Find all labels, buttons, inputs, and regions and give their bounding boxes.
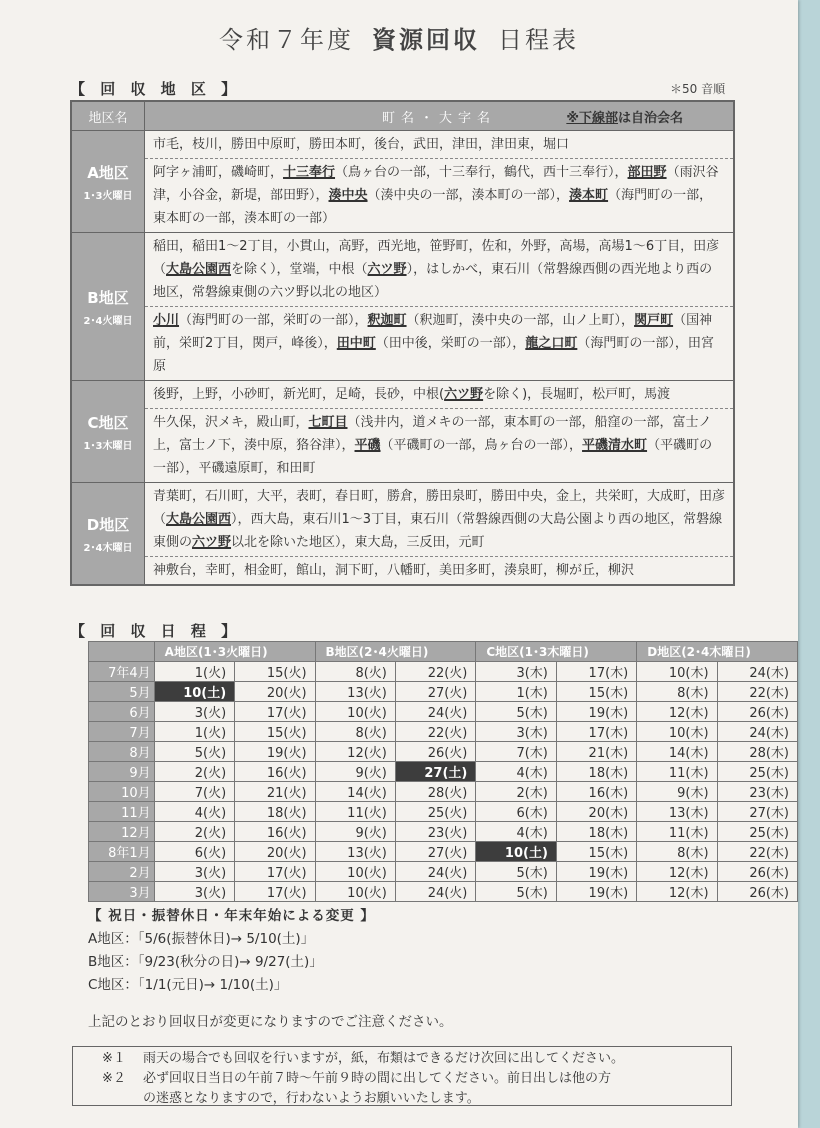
council-name: 龍之口町 <box>525 336 578 351</box>
date-cell: 1(木) <box>476 681 557 701</box>
changed-date-cell: 10(土) <box>476 841 557 861</box>
area-group-label <box>72 381 145 482</box>
date-cell: 10(火) <box>315 861 395 881</box>
month-label: 6月 <box>89 701 155 721</box>
council-name: 釈迦町 <box>367 313 407 328</box>
council-name: 小川 <box>153 313 180 328</box>
month-label: 3月 <box>89 881 155 901</box>
date-cell: 2(木) <box>476 781 557 801</box>
town-text: （海門町の一部，栄町の一部）， <box>179 313 368 328</box>
area-group <box>72 233 733 381</box>
date-cell: 12(火) <box>315 741 395 761</box>
month-label: 10月 <box>89 781 155 801</box>
date-cell: 3(火) <box>154 861 235 881</box>
page-title <box>0 20 798 55</box>
month-label: 12月 <box>89 821 155 841</box>
council-name: 田中町 <box>336 336 376 351</box>
date-cell: 22(木) <box>717 681 797 701</box>
town-text: （海門町の一部），田宮原 <box>153 336 714 374</box>
notes-box <box>72 1046 732 1106</box>
date-cell: 13(火) <box>315 681 395 701</box>
date-cell: 17(火) <box>235 881 315 901</box>
town-text: 以北を除いた地区），東大島，三反田，元町 <box>231 535 485 550</box>
council-name: 湊中央 <box>328 188 368 203</box>
area-group-label <box>72 483 145 584</box>
date-cell: 5(火) <box>154 741 235 761</box>
schedule-row <box>89 681 798 701</box>
schedule-row <box>89 821 798 841</box>
council-name: 六ツ野 <box>367 262 407 277</box>
date-cell: 21(火) <box>235 781 315 801</box>
note-row: ※１ 雨天の場合でも回収を行いますが，紙，布類はできるだけ次回に出してください。 <box>102 1051 625 1066</box>
town-text: 牛久保，沢メキ，殿山町， <box>153 415 309 430</box>
town-text: 青葉町，石川町，大平，表町，春日町，勝倉，勝田泉町，勝田中央，金上，共栄町，大成町，田彦（ <box>153 489 726 527</box>
area-day: 1･3火曜日 <box>83 190 133 202</box>
date-cell: 2(火) <box>154 821 235 841</box>
date-cell: 5(木) <box>476 881 557 901</box>
date-cell: 24(木) <box>717 661 797 681</box>
schedule-table <box>88 641 798 902</box>
title-suffix: 日程表 <box>498 26 579 54</box>
date-cell: 24(火) <box>395 701 476 721</box>
date-cell: 25(火) <box>395 801 476 821</box>
date-cell: 19(木) <box>556 861 636 881</box>
date-cell: 22(火) <box>395 721 476 741</box>
schedule-row <box>89 881 798 901</box>
change-b: B地区：「9/23(秋分の日)→ 9/27(土)」 <box>88 954 323 970</box>
date-cell: 17(木) <box>556 721 636 741</box>
date-cell: 27(木) <box>717 801 797 821</box>
area-day: 2･4火曜日 <box>83 315 133 327</box>
date-cell: 7(木) <box>476 741 557 761</box>
town-list <box>145 483 733 556</box>
date-cell: 16(火) <box>235 761 315 781</box>
schedule-row <box>89 661 798 681</box>
schedule-area-header: D地区(2･4木曜日) <box>637 642 798 662</box>
order-note: ＊50 音順 <box>670 82 726 96</box>
header-town-name: 町名・大字名 ※下線部は自治会名 <box>145 102 733 130</box>
area-name: D地区 <box>86 515 130 534</box>
council-name: 六ツ野 <box>192 535 232 550</box>
change-a: A地区：「5/6(振替休日)→ 5/10(土)」 <box>88 931 315 947</box>
town-text: （平磯町の一部），平磯遠原町，和田町 <box>153 438 713 476</box>
date-cell: 5(木) <box>476 861 557 881</box>
title-prefix: 令和７年度 <box>219 26 354 54</box>
council-name: 部田野 <box>627 165 667 180</box>
date-cell: 13(火) <box>315 841 395 861</box>
date-cell: 10(火) <box>315 701 395 721</box>
date-cell: 11(木) <box>637 821 717 841</box>
area-group <box>72 381 733 483</box>
change-c: C地区：「1/1(元日)→ 1/10(土)」 <box>88 977 288 993</box>
date-cell: 12(木) <box>637 881 717 901</box>
area-day: 1･3木曜日 <box>83 440 133 452</box>
area-day: 2･4木曜日 <box>83 542 133 554</box>
date-cell: 12(木) <box>637 861 717 881</box>
date-cell: 10(木) <box>637 721 717 741</box>
date-cell: 26(火) <box>395 741 476 761</box>
date-cell: 6(木) <box>476 801 557 821</box>
date-cell: 8(木) <box>637 681 717 701</box>
month-label: 8年1月 <box>89 841 155 861</box>
council-name: 関戸町 <box>634 313 674 328</box>
date-cell: 25(木) <box>717 761 797 781</box>
council-name: 平磯 <box>354 438 381 453</box>
note-row: の迷惑となりますので，行わないようお願いいたします。 <box>143 1091 480 1106</box>
area-name: C地区 <box>87 413 129 432</box>
date-cell: 18(木) <box>556 761 636 781</box>
schedule-row <box>89 861 798 881</box>
council-name: 平磯清水町 <box>582 438 648 453</box>
date-cell: 15(火) <box>235 721 315 741</box>
council-name: 六ツ野 <box>444 387 484 402</box>
changed-date-cell: 10(土) <box>154 681 235 701</box>
month-label: 7年4月 <box>89 661 155 681</box>
date-cell: 14(火) <box>315 781 395 801</box>
date-cell: 16(木) <box>556 781 636 801</box>
date-cell: 19(火) <box>235 741 315 761</box>
month-label: 7月 <box>89 721 155 741</box>
area-group <box>72 483 733 584</box>
holiday-changes-title: 【 祝日・振替休日・年末年始による変更 】 <box>88 908 375 924</box>
date-cell: 21(木) <box>556 741 636 761</box>
schedule-row <box>89 741 798 761</box>
date-cell: 23(火) <box>395 821 476 841</box>
town-text: ），西大島，東石川1～3丁目，東石川（常磐線西側の大島公園より西の地区，常磐線東側の <box>153 512 723 550</box>
council-name: 湊本町 <box>569 188 609 203</box>
schedule-row <box>89 781 798 801</box>
town-list <box>145 556 733 584</box>
date-cell: 16(火) <box>235 821 315 841</box>
month-label: 9月 <box>89 761 155 781</box>
header-area-name: 地区名 <box>72 102 145 130</box>
date-cell: 8(火) <box>315 721 395 741</box>
schedule-row <box>89 841 798 861</box>
date-cell: 9(火) <box>315 821 395 841</box>
schedule-area-header: A地区(1･3火曜日) <box>154 642 315 662</box>
date-cell: 28(木) <box>717 741 797 761</box>
area-group-label <box>72 131 145 232</box>
date-cell: 15(火) <box>235 661 315 681</box>
date-cell: 11(木) <box>637 761 717 781</box>
date-cell: 1(火) <box>154 721 235 741</box>
town-text: （国神前，栄町2丁目，関戸，峰後）， <box>153 313 713 351</box>
date-cell: 20(火) <box>235 681 315 701</box>
date-cell: 9(火) <box>315 761 395 781</box>
date-cell: 2(火) <box>154 761 235 781</box>
town-text: （雨沢谷津，小谷金，新堤，部田野）， <box>153 165 719 203</box>
schedule-corner <box>89 642 155 662</box>
date-cell: 8(木) <box>637 841 717 861</box>
date-cell: 14(木) <box>637 741 717 761</box>
date-cell: 22(火) <box>395 661 476 681</box>
town-text: ），はしかべ，東石川（常磐線西側の西光地より西の地区，常磐線東側の六ツ野以北の地区） <box>153 262 713 300</box>
town-text: （海門町の一部，東本町の一部，湊本町の一部） <box>153 188 713 226</box>
town-text: 市毛，枝川，勝田中原町，勝田本町，後台，武田，津田，津田東，堀口 <box>153 137 570 152</box>
date-cell: 3(火) <box>154 701 235 721</box>
town-text: （釈迦町，湊中央の一部，山ノ上町）， <box>406 313 635 328</box>
date-cell: 9(木) <box>637 781 717 801</box>
date-cell: 20(火) <box>235 841 315 861</box>
section-area-heading: 【 回 収 地 区 】 <box>70 80 242 98</box>
date-cell: 3(木) <box>476 661 557 681</box>
date-cell: 20(木) <box>556 801 636 821</box>
date-cell: 12(木) <box>637 701 717 721</box>
schedule-area-header: B地区(2･4火曜日) <box>315 642 476 662</box>
month-label: 11月 <box>89 801 155 821</box>
date-cell: 27(火) <box>395 681 476 701</box>
changed-date-cell: 27(土) <box>395 761 476 781</box>
date-cell: 24(火) <box>395 881 476 901</box>
date-cell: 27(火) <box>395 841 476 861</box>
date-cell: 5(木) <box>476 701 557 721</box>
title-main: 資源回収 <box>372 26 480 54</box>
schedule-area-header: C地区(1･3木曜日) <box>476 642 637 662</box>
area-name: A地区 <box>87 163 129 182</box>
holiday-changes <box>88 905 375 997</box>
town-list <box>145 131 733 158</box>
date-cell: 10(火) <box>315 881 395 901</box>
town-list <box>145 158 733 232</box>
date-cell: 17(火) <box>235 861 315 881</box>
area-group <box>72 131 733 233</box>
date-cell: 26(木) <box>717 881 797 901</box>
date-cell: 6(火) <box>154 841 235 861</box>
date-cell: 24(木) <box>717 721 797 741</box>
date-cell: 11(火) <box>315 801 395 821</box>
town-text: を除く），堂端，中根（ <box>231 262 368 277</box>
date-cell: 23(木) <box>717 781 797 801</box>
header-note: ※下線部は自治会名 <box>566 110 683 126</box>
caution-text: 上記のとおり回収日が変更になりますのでご注意ください。 <box>88 1014 453 1030</box>
town-text: 稲田，稲田1～2丁目，小貫山，高野，西光地，笹野町，佐和，外野，高場，高場1～6丁目，田彦（ <box>153 239 720 277</box>
area-name: B地区 <box>87 288 129 307</box>
date-cell: 26(木) <box>717 701 797 721</box>
town-list <box>145 233 733 306</box>
council-name: 七町目 <box>308 415 348 430</box>
schedule-row <box>89 701 798 721</box>
date-cell: 26(木) <box>717 861 797 881</box>
date-cell: 3(火) <box>154 881 235 901</box>
council-name: 大島公園西 <box>166 262 232 277</box>
date-cell: 4(木) <box>476 821 557 841</box>
town-text: （湊中央の一部，湊本町の一部）， <box>367 188 570 203</box>
town-list <box>145 381 733 408</box>
town-text: 後野，上野，小砂町，新光町，足崎，長砂，中根( <box>153 387 445 402</box>
council-name: 十三奉行 <box>283 165 336 180</box>
council-name: 大島公園西 <box>166 512 232 527</box>
schedule-row <box>89 721 798 741</box>
date-cell: 4(木) <box>476 761 557 781</box>
town-text: （平磯町の一部，鳥ヶ台の一部）， <box>380 438 583 453</box>
date-cell: 17(火) <box>235 701 315 721</box>
date-cell: 19(木) <box>556 701 636 721</box>
town-list <box>145 306 733 380</box>
date-cell: 8(火) <box>315 661 395 681</box>
town-text: （浅井内，道メキの一部，東本町の一部，船窪の一部，富士ノ上，富士ノ下，湊中原，狢谷津）， <box>153 415 712 453</box>
town-list <box>145 408 733 482</box>
date-cell: 24(火) <box>395 861 476 881</box>
area-table-header <box>72 102 733 131</box>
town-text: 阿字ヶ浦町，磯崎町， <box>153 165 284 180</box>
section-schedule-heading: 【 回 収 日 程 】 <box>70 622 242 640</box>
town-text: 神敷台，幸町，相金町，館山，洞下町，八幡町，美田多町，湊泉町，柳が丘，柳沢 <box>153 563 635 578</box>
date-cell: 25(木) <box>717 821 797 841</box>
area-group-label <box>72 233 145 380</box>
month-label: 2月 <box>89 861 155 881</box>
date-cell: 3(木) <box>476 721 557 741</box>
area-table <box>70 100 735 586</box>
date-cell: 4(火) <box>154 801 235 821</box>
date-cell: 22(木) <box>717 841 797 861</box>
date-cell: 18(木) <box>556 821 636 841</box>
date-cell: 7(火) <box>154 781 235 801</box>
month-label: 5月 <box>89 681 155 701</box>
date-cell: 19(木) <box>556 881 636 901</box>
month-label: 8月 <box>89 741 155 761</box>
date-cell: 1(火) <box>154 661 235 681</box>
date-cell: 13(木) <box>637 801 717 821</box>
date-cell: 17(木) <box>556 661 636 681</box>
date-cell: 28(火) <box>395 781 476 801</box>
schedule-row <box>89 761 798 781</box>
date-cell: 10(木) <box>637 661 717 681</box>
date-cell: 18(火) <box>235 801 315 821</box>
date-cell: 15(木) <box>556 841 636 861</box>
town-text: （田中後，栄町の一部）， <box>375 336 526 351</box>
town-text: （鳥ヶ台の一部，十三奉行，鶴代，西十三奉行）， <box>335 165 628 180</box>
schedule-row <box>89 801 798 821</box>
town-text: を除く)，長堀町，松戸町，馬渡 <box>483 387 671 402</box>
date-cell: 15(木) <box>556 681 636 701</box>
note-row: ※２ 必ず回収日当日の午前７時～午前９時の間に出してください。前日出しは他の方 <box>102 1071 612 1086</box>
